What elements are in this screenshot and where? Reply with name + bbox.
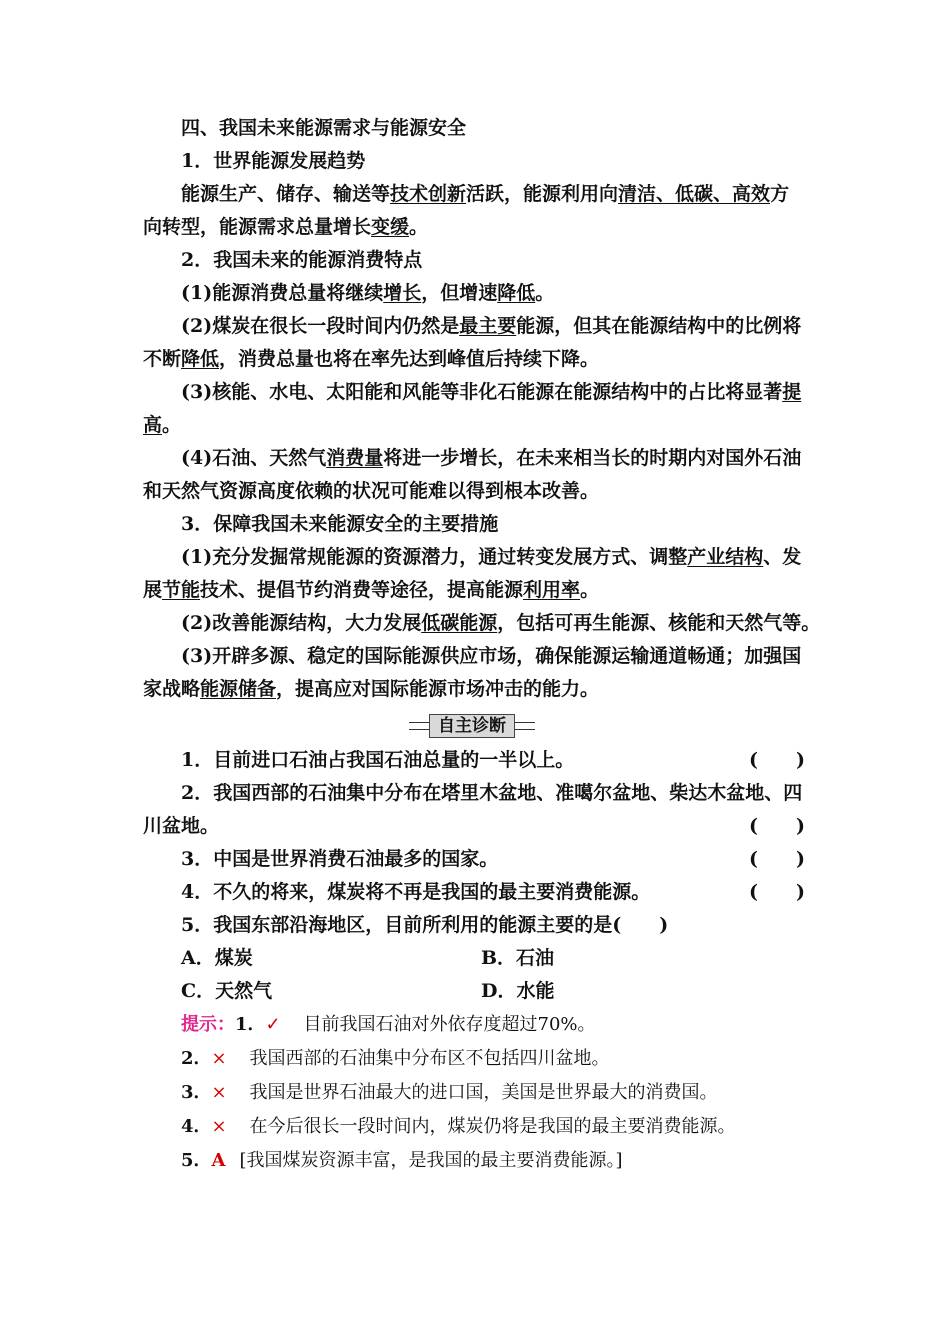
- blank-answer: 增长: [383, 282, 422, 304]
- hint-2: 2．× 我国西部的石油集中分布区不包括四川盆地。: [143, 1042, 809, 1076]
- sub-heading-2: 2．我国未来的能源消费特点: [181, 249, 423, 271]
- feature-1: (1)能源消费总量将继续增长，但增速降低。: [181, 282, 555, 304]
- question-2-line-1: 2．我国西部的石油集中分布在塔里木盆地、准噶尔盆地、柴达木盆地、四: [181, 782, 803, 804]
- banner-rule-right: [515, 722, 535, 730]
- measure-3-line-2: 家战略能源储备，提高应对国际能源市场冲击的能力。: [143, 678, 600, 700]
- check-icon: ✓: [265, 1014, 281, 1035]
- blank-answer: 变缓: [371, 216, 410, 238]
- feature-4-line-2: 和天然气资源高度依赖的状况可能难以得到根本改善。: [143, 480, 600, 502]
- option-a: A．煤炭: [181, 947, 253, 969]
- answer-blank: ( ): [749, 749, 805, 771]
- question-2-line-2: 川盆地。 ( ): [143, 810, 809, 843]
- feature-3-line-2: 高。: [143, 414, 182, 436]
- measure-3-line-1: (3)开辟多源、稳定的国际能源供应市场，确保能源运输通道畅通；加强国: [181, 645, 802, 667]
- sub-heading-3: 3．保障我国未来能源安全的主要措施: [181, 513, 499, 535]
- blank-answer: 利用率: [523, 579, 581, 601]
- measure-2: (2)改善能源结构，大力发展低碳能源，包括可再生能源、核能和天然气等。: [181, 612, 821, 634]
- blank-answer: 消费量: [326, 447, 384, 469]
- answer-blank: ( ): [749, 848, 805, 870]
- sub-heading-1: 1．世界能源发展趋势: [181, 150, 366, 172]
- document-page: [143, 112, 821, 1178]
- question-4: 4．不久的将来，煤炭将不再是我国的最主要消费能源。 ( ): [143, 876, 809, 909]
- section-heading: 四、我国未来能源需求与能源安全: [181, 117, 467, 139]
- blank-answer: 节能: [162, 579, 201, 601]
- option-b: B．石油: [481, 947, 555, 969]
- option-c: C．天然气: [181, 980, 273, 1002]
- measure-1-line-1: (1)充分发掘常规能源的资源潜力，通过转变发展方式、调整产业结构、发: [181, 546, 802, 568]
- paragraph-1-line-1: 能源生产、储存、输送等技术创新活跃，能源利用向清洁、低碳、高效方: [181, 183, 790, 205]
- answer-letter: A: [211, 1150, 226, 1171]
- cross-icon: ×: [211, 1116, 227, 1137]
- banner-label: 自主诊断: [429, 714, 515, 738]
- paragraph-1-line-2: 向转型，能源需求总量增长变缓。: [143, 216, 429, 238]
- answer-blank: ( ): [749, 815, 805, 837]
- question-5: 5．我国东部沿海地区，目前所利用的能源主要的是( ): [181, 914, 669, 936]
- cross-icon: ×: [211, 1048, 227, 1069]
- answer-blank: ( ): [749, 881, 805, 903]
- hint-label: 提示：: [181, 1014, 235, 1035]
- blank-answer: 降低: [497, 282, 536, 304]
- blank-answer: 提: [782, 381, 802, 403]
- blank-answer: 技术创新: [390, 183, 467, 205]
- blank-answer: 降低: [181, 348, 220, 370]
- hint-1: 提示：1．✓ 目前我国石油对外依存度超过70%。: [143, 1008, 809, 1042]
- measure-1-line-2: 展节能技术、提倡节约消费等途径，提高能源利用率。: [143, 579, 600, 601]
- blank-answer: 能源储备: [200, 678, 277, 700]
- hint-3: 3．× 我国是世界石油最大的进口国，美国是世界最大的消费国。: [143, 1076, 809, 1110]
- banner-rule-left: [409, 722, 429, 730]
- question-1: 1．目前进口石油占我国石油总量的一半以上。 ( ): [143, 744, 809, 777]
- hint-4: 4．× 在今后很长一段时间内，煤炭仍将是我国的最主要消费能源。: [143, 1110, 809, 1144]
- blank-answer: 产业结构: [687, 546, 764, 568]
- blank-answer: 最主要: [459, 315, 517, 337]
- blank-answer: 高: [143, 414, 163, 436]
- self-diagnosis-banner: [143, 708, 809, 742]
- hint-5: 5．A [我国煤炭资源丰富，是我国的最主要消费能源。]: [143, 1144, 809, 1178]
- feature-4-line-1: (4)石油、天然气消费量将进一步增长，在未来相当长的时期内对国外石油: [181, 447, 802, 469]
- question-3: 3．中国是世界消费石油最多的国家。 ( ): [143, 843, 809, 876]
- blank-answer: 低碳能源: [421, 612, 498, 634]
- feature-2-line-2: 不断降低，消费总量也将在率先达到峰值后持续下降。: [143, 348, 600, 370]
- feature-3-line-1: (3)核能、水电、太阳能和风能等非化石能源在能源结构中的占比将显著提: [181, 381, 802, 403]
- feature-2-line-1: (2)煤炭在很长一段时间内仍然是最主要能源，但其在能源结构中的比例将: [181, 315, 802, 337]
- options-row-1: [143, 942, 809, 975]
- blank-answer: 清洁、低碳、高效: [618, 183, 771, 205]
- option-d: D．水能: [481, 980, 555, 1002]
- options-row-2: [143, 975, 809, 1008]
- cross-icon: ×: [211, 1082, 227, 1103]
